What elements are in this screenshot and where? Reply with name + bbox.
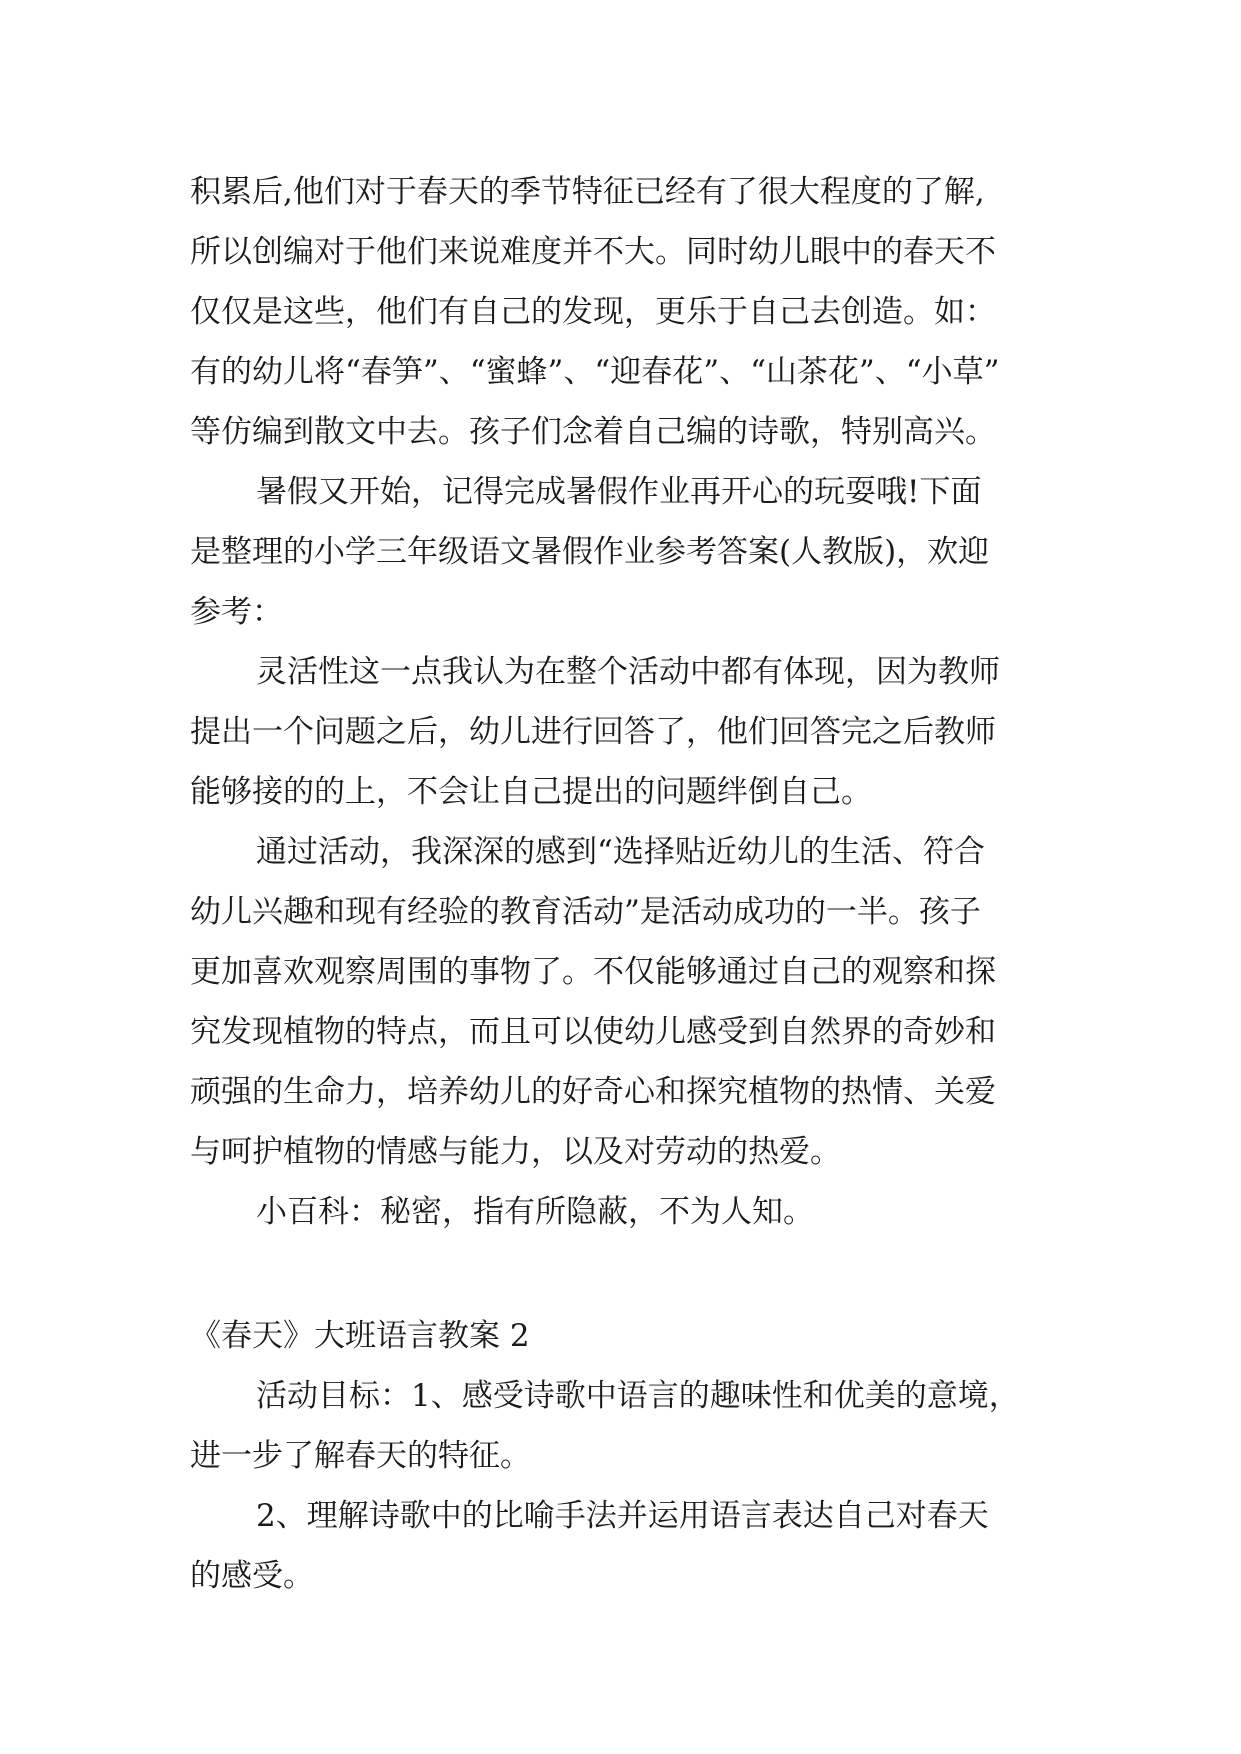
text-line: 究发现植物的特点，而且可以使幼儿感受到自然界的奇妙和 [190,1014,996,1050]
paragraph [190,822,1090,1182]
paragraph [190,1182,1090,1242]
text-line: 是整理的小学三年级语文暑假作业参考答案(人教版)，欢迎 [190,534,990,570]
paragraph [190,642,1090,822]
text-line: 活动目标：1、感受诗歌中语言的趣味性和优美的意境， [256,1378,1020,1414]
heading-text: 《春天》大班语言教案 2 [190,1318,530,1354]
section-heading [190,1306,1090,1366]
paragraph [190,462,1090,642]
text-line: 提出一个问题之后，幼儿进行回答了，他们回答完之后教师 [190,714,996,750]
text-line: 进一步了解春天的特征。 [190,1438,531,1474]
paragraph [190,162,1090,462]
text-line: 通过活动，我深深的感到“选择贴近幼儿的生活、符合 [256,834,985,870]
document-body [190,162,1090,1606]
text-line: 有的幼儿将“春笋”、“蜜蜂”、“迎春花”、“山茶花”、“小草” [190,354,1000,390]
text-line: 积累后,他们对于春天的季节特征已经有了很大程度的了解, [190,174,985,210]
text-line: 灵活性这一点我认为在整个活动中都有体现，因为教师 [256,654,1000,690]
text-line: 与呵护植物的情感与能力，以及对劳动的热爱。 [190,1134,841,1170]
text-line: 的感受。 [190,1558,314,1594]
text-line: 幼儿兴趣和现有经验的教育活动”是活动成功的一半。孩子 [190,894,981,930]
paragraph [190,1486,1090,1606]
paragraph [190,1366,1090,1486]
text-line: 暑假又开始，记得完成暑假作业再开心的玩耍哦!下面 [256,474,982,510]
text-line: 2、理解诗歌中的比喻手法并运用语言表达自己对春天 [256,1498,989,1534]
text-line: 顽强的生命力，培养幼儿的好奇心和探究植物的热情、关爱 [190,1074,996,1110]
text-line: 参考： [190,594,283,630]
text-line: 更加喜欢观察周围的事物了。不仅能够通过自己的观察和探 [190,954,996,990]
text-line: 能够接的的上，不会让自己提出的问题绊倒自己。 [190,774,872,810]
text-line: 所以创编对于他们来说难度并不大。同时幼儿眼中的春天不 [190,234,996,270]
text-line: 小百科：秘密，指有所隐蔽，不为人知。 [256,1194,814,1230]
text-line: 等仿编到散文中去。孩子们念着自己编的诗歌，特别高兴。 [190,414,996,450]
text-line: 仅仅是这些，他们有自己的发现，更乐于自己去创造。如： [190,294,996,330]
